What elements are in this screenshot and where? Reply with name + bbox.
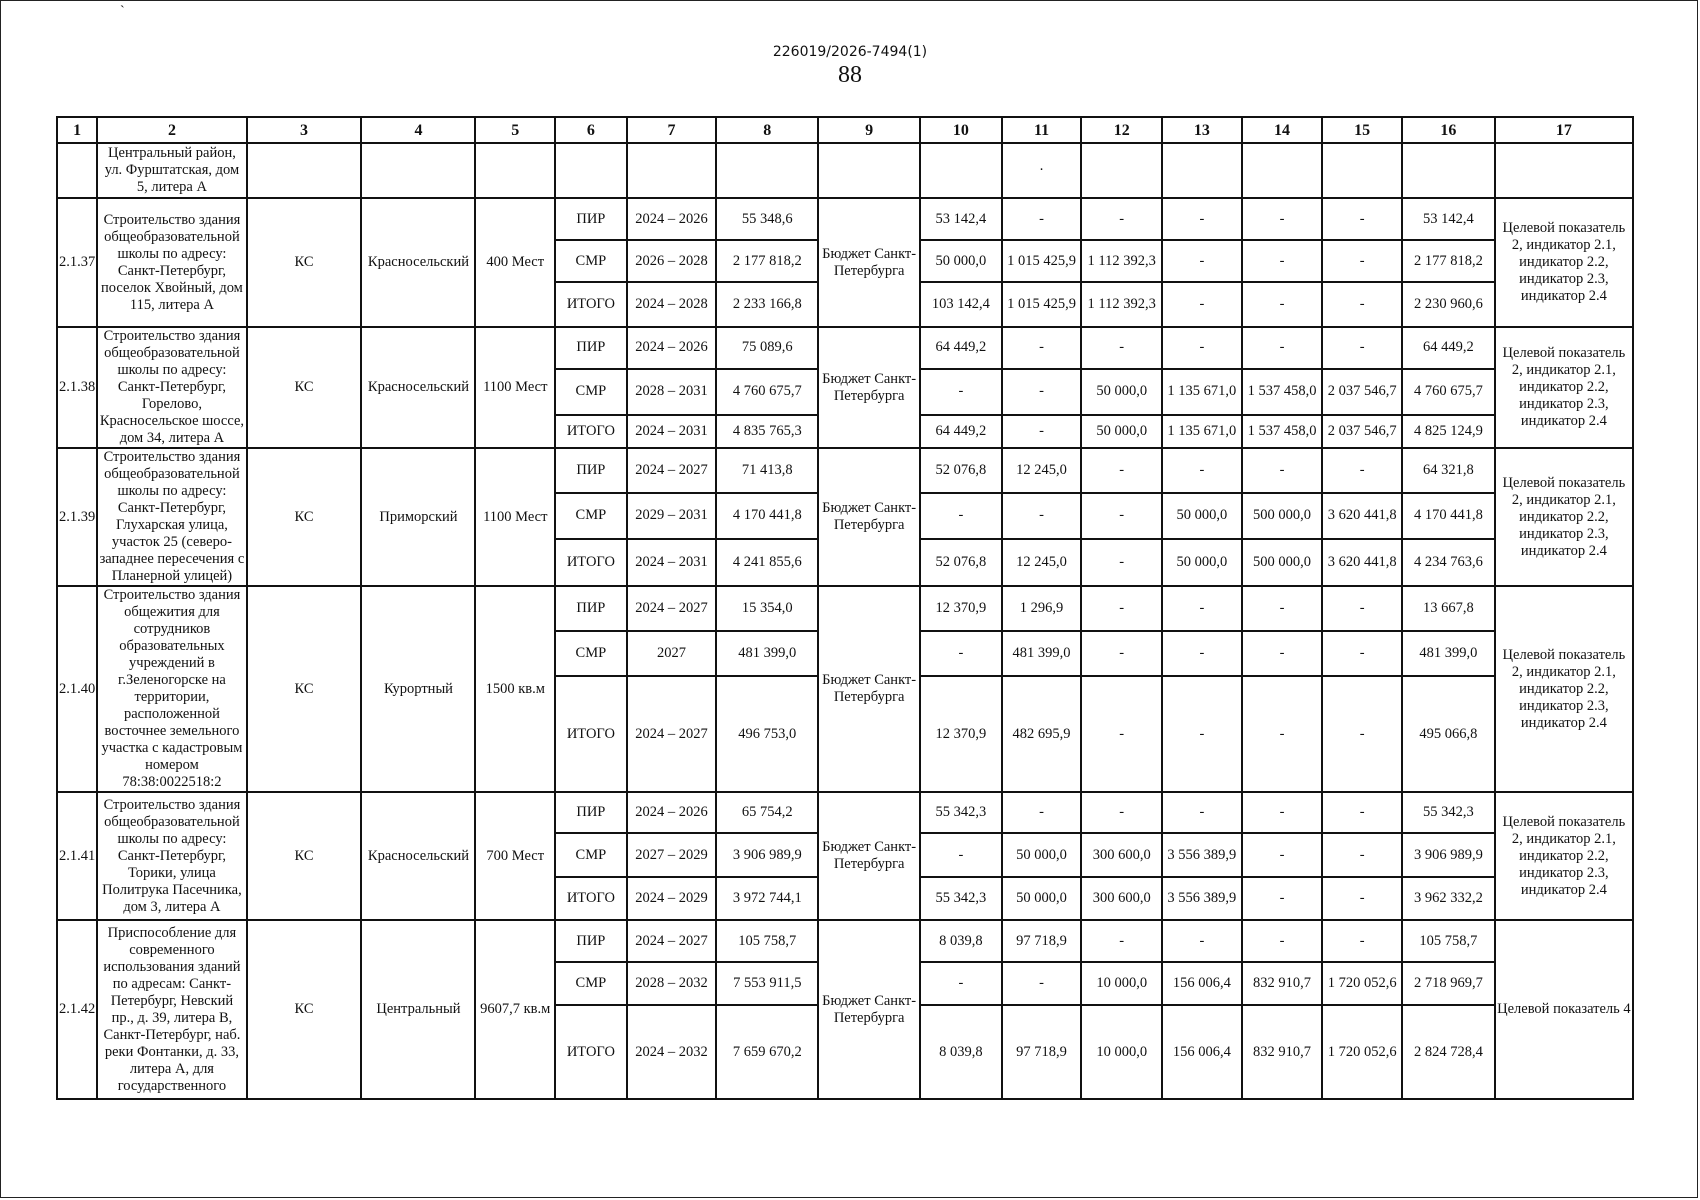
col-header: 7 <box>627 117 717 143</box>
amount-c13: - <box>1162 920 1242 962</box>
project-capacity: 1100 Мест <box>475 327 555 448</box>
stage-label: СМР <box>555 240 627 282</box>
project-capacity: 9607,7 кв.м <box>475 920 555 1099</box>
amount-c13: 50 000,0 <box>1162 493 1242 540</box>
project-name: Строительство здания общеобразовательной школы по адресу: Санкт-Петербург, Торики, улица Политрука Пасечника, дом 3, литера А <box>97 792 246 920</box>
amount-c15: - <box>1322 792 1402 833</box>
amount-c16: 55 342,3 <box>1402 792 1495 833</box>
project-capacity: 1500 кв.м <box>475 586 555 792</box>
stage-label: СМР <box>555 833 627 877</box>
amount-c15: - <box>1322 877 1402 920</box>
amount-c13: - <box>1162 792 1242 833</box>
amount-c11: 482 695,9 <box>1002 676 1082 792</box>
amount-c13: 156 006,4 <box>1162 1005 1242 1099</box>
amount-c11: - <box>1002 198 1082 240</box>
amount-c11: 50 000,0 <box>1002 833 1082 877</box>
project-type: КС <box>247 448 362 586</box>
amount-c16: 64 449,2 <box>1402 327 1495 369</box>
col-header: 1 <box>57 117 97 143</box>
amount-c15: - <box>1322 586 1402 631</box>
stage-period: 2024 – 2027 <box>627 676 717 792</box>
target-indicator: Целевой показатель 2, индикатор 2.1, индикатор 2.2, индикатор 2.3, индикатор 2.4 <box>1495 327 1633 448</box>
amount-c12: 300 600,0 <box>1081 833 1162 877</box>
amount-c14: - <box>1242 676 1323 792</box>
stage-label: СМР <box>555 493 627 540</box>
amount-c11: - <box>1002 327 1082 369</box>
project-id: 2.1.37 <box>57 198 97 327</box>
amount-c11: 97 718,9 <box>1002 1005 1082 1099</box>
stage-period: 2024 – 2031 <box>627 415 717 448</box>
table-row <box>57 448 1633 493</box>
amount-c12: - <box>1081 327 1162 369</box>
col-header: 6 <box>555 117 627 143</box>
amount-c13: 50 000,0 <box>1162 539 1242 586</box>
amount-c13: 3 556 389,9 <box>1162 833 1242 877</box>
project-district: Курортный <box>361 586 475 792</box>
amount-c10: 64 449,2 <box>920 327 1002 369</box>
amount-c14: 832 910,7 <box>1242 1005 1323 1099</box>
stage-total: 4 241 855,6 <box>716 539 818 586</box>
col-header: 13 <box>1162 117 1242 143</box>
amount-c13: - <box>1162 631 1242 676</box>
amount-c10: 8 039,8 <box>920 920 1002 962</box>
amount-c11: - <box>1002 415 1082 448</box>
amount-c16: 4 825 124,9 <box>1402 415 1495 448</box>
amount-c10: 52 076,8 <box>920 448 1002 493</box>
amount-c12: - <box>1081 676 1162 792</box>
amount-c14: - <box>1242 448 1323 493</box>
amount-c14: - <box>1242 920 1323 962</box>
stage-label: ИТОГО <box>555 676 627 792</box>
stage-period: 2024 – 2032 <box>627 1005 717 1099</box>
stage-label: ИТОГО <box>555 539 627 586</box>
project-name: Строительство здания общежития для сотрудников образовательных учреждений в г.Зеленогорске на территории, расположенной восточнее земельного участка с кадастровым номером 78:38:0022518:2 <box>97 586 246 792</box>
amount-c15: - <box>1322 920 1402 962</box>
amount-c13: 3 556 389,9 <box>1162 877 1242 920</box>
stage-label: ПИР <box>555 920 627 962</box>
amount-c13: 1 135 671,0 <box>1162 369 1242 415</box>
stage-period: 2024 – 2027 <box>627 586 717 631</box>
col-header: 9 <box>818 117 920 143</box>
project-capacity: 400 Мест <box>475 198 555 327</box>
amount-c11: 481 399,0 <box>1002 631 1082 676</box>
table-row <box>57 198 1633 240</box>
table-row <box>57 586 1633 631</box>
project-district: Центральный <box>361 920 475 1099</box>
amount-c16: 4 234 763,6 <box>1402 539 1495 586</box>
amount-c10: 12 370,9 <box>920 676 1002 792</box>
amount-c13: - <box>1162 586 1242 631</box>
amount-c16: 3 962 332,2 <box>1402 877 1495 920</box>
stage-label: ИТОГО <box>555 415 627 448</box>
amount-c16: 4 170 441,8 <box>1402 493 1495 540</box>
stage-total: 4 835 765,3 <box>716 415 818 448</box>
stage-label: ПИР <box>555 327 627 369</box>
funding-source: Бюджет Санкт-Петербурга <box>818 792 920 920</box>
amount-c10: 12 370,9 <box>920 586 1002 631</box>
amount-c16: 53 142,4 <box>1402 198 1495 240</box>
amount-c12: - <box>1081 198 1162 240</box>
amount-c11: 50 000,0 <box>1002 877 1082 920</box>
amount-c10: - <box>920 833 1002 877</box>
stage-period: 2024 – 2029 <box>627 877 717 920</box>
project-name: Строительство здания общеобразовательной школы по адресу: Санкт-Петербург, поселок Хвойный, дом 115, литера А <box>97 198 246 327</box>
amount-c13: - <box>1162 282 1242 327</box>
col-header: 17 <box>1495 117 1633 143</box>
amount-c16: 64 321,8 <box>1402 448 1495 493</box>
project-id: 2.1.40 <box>57 586 97 792</box>
amount-c13: - <box>1162 198 1242 240</box>
stage-period: 2024 – 2031 <box>627 539 717 586</box>
target-indicator: Целевой показатель 2, индикатор 2.1, индикатор 2.2, индикатор 2.3, индикатор 2.4 <box>1495 448 1633 586</box>
col-header: 15 <box>1322 117 1402 143</box>
document-number: 226019/2026-7494(1) <box>772 44 928 60</box>
amount-c14: 500 000,0 <box>1242 539 1323 586</box>
project-id: 2.1.41 <box>57 792 97 920</box>
amount-c15: 2 037 546,7 <box>1322 369 1402 415</box>
project-id: 2.1.39 <box>57 448 97 586</box>
amount-c11: 1 015 425,9 <box>1002 240 1082 282</box>
amount-c10: - <box>920 493 1002 540</box>
amount-c13: - <box>1162 240 1242 282</box>
stage-label: ПИР <box>555 586 627 631</box>
col-header: 10 <box>920 117 1002 143</box>
table-row <box>57 920 1633 962</box>
amount-c10: - <box>920 369 1002 415</box>
amount-c12: - <box>1081 448 1162 493</box>
stage-period: 2024 – 2026 <box>627 198 717 240</box>
project-name: Приспособление для современного использования зданий по адресам: Санкт-Петербург, Невский пр., д. 39, литера В, Санкт-Петербург, наб. реки Фонтанки, д. 33, литера А, для государственного <box>97 920 246 1099</box>
amount-c13: 1 135 671,0 <box>1162 415 1242 448</box>
amount-c10: 52 076,8 <box>920 539 1002 586</box>
amount-c13: - <box>1162 676 1242 792</box>
amount-c12: 1 112 392,3 <box>1081 240 1162 282</box>
amount-c15: 2 037 546,7 <box>1322 415 1402 448</box>
stage-period: 2024 – 2027 <box>627 448 717 493</box>
investment-table <box>56 116 1634 1100</box>
amount-c15: - <box>1322 327 1402 369</box>
amount-c16: 481 399,0 <box>1402 631 1495 676</box>
carry-over-dot: · <box>1002 143 1082 198</box>
project-type: КС <box>247 792 362 920</box>
amount-c10: 64 449,2 <box>920 415 1002 448</box>
amount-c14: - <box>1242 631 1323 676</box>
amount-c12: 10 000,0 <box>1081 1005 1162 1099</box>
amount-c15: - <box>1322 676 1402 792</box>
amount-c15: - <box>1322 833 1402 877</box>
stage-total: 3 906 989,9 <box>716 833 818 877</box>
amount-c14: 832 910,7 <box>1242 962 1323 1005</box>
amount-c16: 2 177 818,2 <box>1402 240 1495 282</box>
amount-c15: - <box>1322 631 1402 676</box>
amount-c15: 3 620 441,8 <box>1322 539 1402 586</box>
stage-total: 105 758,7 <box>716 920 818 962</box>
target-indicator: Целевой показатель 2, индикатор 2.1, индикатор 2.2, индикатор 2.3, индикатор 2.4 <box>1495 792 1633 920</box>
amount-c15: - <box>1322 240 1402 282</box>
funding-source: Бюджет Санкт-Петербурга <box>818 586 920 792</box>
carry-over-row <box>57 143 1633 198</box>
stage-label: ПИР <box>555 198 627 240</box>
table-row <box>57 792 1633 833</box>
amount-c16: 2 718 969,7 <box>1402 962 1495 1005</box>
amount-c10: 8 039,8 <box>920 1005 1002 1099</box>
col-header: 14 <box>1242 117 1323 143</box>
amount-c10: - <box>920 962 1002 1005</box>
amount-c11: - <box>1002 962 1082 1005</box>
stage-period: 2024 – 2028 <box>627 282 717 327</box>
stage-total: 3 972 744,1 <box>716 877 818 920</box>
stage-period: 2027 – 2029 <box>627 833 717 877</box>
amount-c12: 50 000,0 <box>1081 415 1162 448</box>
target-indicator: Целевой показатель 4 <box>1495 920 1633 1099</box>
amount-c10: 55 342,3 <box>920 877 1002 920</box>
amount-c11: 97 718,9 <box>1002 920 1082 962</box>
amount-c12: - <box>1081 586 1162 631</box>
amount-c10: 50 000,0 <box>920 240 1002 282</box>
stage-total: 4 760 675,7 <box>716 369 818 415</box>
amount-c14: - <box>1242 240 1323 282</box>
column-number-row <box>57 117 1633 143</box>
carry-over-text: Центральный район, ул. Фурштатская, дом 5, литера А <box>97 143 246 198</box>
stage-total: 2 233 166,8 <box>716 282 818 327</box>
stage-period: 2029 – 2031 <box>627 493 717 540</box>
amount-c14: - <box>1242 327 1323 369</box>
amount-c11: - <box>1002 493 1082 540</box>
stage-total: 55 348,6 <box>716 198 818 240</box>
col-header: 5 <box>475 117 555 143</box>
stage-total: 2 177 818,2 <box>716 240 818 282</box>
amount-c11: 12 245,0 <box>1002 539 1082 586</box>
amount-c15: 3 620 441,8 <box>1322 493 1402 540</box>
project-type: КС <box>247 586 362 792</box>
project-district: Красносельский <box>361 792 475 920</box>
project-id: 2.1.42 <box>57 920 97 1099</box>
stage-period: 2028 – 2032 <box>627 962 717 1005</box>
col-header: 8 <box>716 117 818 143</box>
amount-c14: - <box>1242 833 1323 877</box>
project-type: КС <box>247 198 362 327</box>
amount-c13: - <box>1162 448 1242 493</box>
amount-c16: 105 758,7 <box>1402 920 1495 962</box>
project-district: Красносельский <box>361 198 475 327</box>
amount-c16: 495 066,8 <box>1402 676 1495 792</box>
amount-c11: - <box>1002 792 1082 833</box>
amount-c10: - <box>920 631 1002 676</box>
table-row <box>57 327 1633 369</box>
amount-c10: 55 342,3 <box>920 792 1002 833</box>
amount-c14: - <box>1242 877 1323 920</box>
amount-c14: 1 537 458,0 <box>1242 369 1323 415</box>
amount-c11: 1 015 425,9 <box>1002 282 1082 327</box>
amount-c16: 2 230 960,6 <box>1402 282 1495 327</box>
amount-c16: 13 667,8 <box>1402 586 1495 631</box>
stage-label: СМР <box>555 369 627 415</box>
funding-source: Бюджет Санкт-Петербурга <box>818 198 920 327</box>
amount-c14: - <box>1242 198 1323 240</box>
project-district: Красносельский <box>361 327 475 448</box>
project-capacity: 700 Мест <box>475 792 555 920</box>
amount-c14: 1 537 458,0 <box>1242 415 1323 448</box>
stage-total: 71 413,8 <box>716 448 818 493</box>
stage-total: 7 553 911,5 <box>716 962 818 1005</box>
amount-c10: 103 142,4 <box>920 282 1002 327</box>
stage-total: 496 753,0 <box>716 676 818 792</box>
amount-c11: - <box>1002 369 1082 415</box>
col-header: 4 <box>361 117 475 143</box>
col-header: 2 <box>97 117 246 143</box>
amount-c14: - <box>1242 586 1323 631</box>
stage-total: 4 170 441,8 <box>716 493 818 540</box>
stage-label: ИТОГО <box>555 877 627 920</box>
amount-c12: - <box>1081 792 1162 833</box>
stage-period: 2024 – 2027 <box>627 920 717 962</box>
amount-c16: 4 760 675,7 <box>1402 369 1495 415</box>
page-number: 88 <box>838 62 862 88</box>
funding-source: Бюджет Санкт-Петербурга <box>818 327 920 448</box>
amount-c15: - <box>1322 198 1402 240</box>
amount-c12: - <box>1081 493 1162 540</box>
stage-label: ИТОГО <box>555 282 627 327</box>
stage-total: 75 089,6 <box>716 327 818 369</box>
target-indicator: Целевой показатель 2, индикатор 2.1, индикатор 2.2, индикатор 2.3, индикатор 2.4 <box>1495 198 1633 327</box>
stage-total: 15 354,0 <box>716 586 818 631</box>
col-header: 12 <box>1081 117 1162 143</box>
stage-label: СМР <box>555 631 627 676</box>
amount-c13: - <box>1162 327 1242 369</box>
stage-period: 2026 – 2028 <box>627 240 717 282</box>
stage-label: ПИР <box>555 792 627 833</box>
col-header: 11 <box>1002 117 1082 143</box>
stage-period: 2024 – 2026 <box>627 792 717 833</box>
target-indicator: Целевой показатель 2, индикатор 2.1, индикатор 2.2, индикатор 2.3, индикатор 2.4 <box>1495 586 1633 792</box>
amount-c12: - <box>1081 920 1162 962</box>
project-type: КС <box>247 920 362 1099</box>
amount-c13: 156 006,4 <box>1162 962 1242 1005</box>
amount-c14: - <box>1242 282 1323 327</box>
project-id: 2.1.38 <box>57 327 97 448</box>
col-header: 16 <box>1402 117 1495 143</box>
amount-c15: 1 720 052,6 <box>1322 962 1402 1005</box>
amount-c12: 50 000,0 <box>1081 369 1162 415</box>
amount-c16: 3 906 989,9 <box>1402 833 1495 877</box>
stage-total: 481 399,0 <box>716 631 818 676</box>
project-capacity: 1100 Мест <box>475 448 555 586</box>
amount-c12: - <box>1081 631 1162 676</box>
project-type: КС <box>247 327 362 448</box>
amount-c15: - <box>1322 282 1402 327</box>
amount-c10: 53 142,4 <box>920 198 1002 240</box>
amount-c12: - <box>1081 539 1162 586</box>
stage-label: ИТОГО <box>555 1005 627 1099</box>
stage-period: 2027 <box>627 631 717 676</box>
amount-c14: 500 000,0 <box>1242 493 1323 540</box>
amount-c12: 1 112 392,3 <box>1081 282 1162 327</box>
amount-c12: 10 000,0 <box>1081 962 1162 1005</box>
amount-c11: 1 296,9 <box>1002 586 1082 631</box>
stage-period: 2024 – 2026 <box>627 327 717 369</box>
stage-total: 65 754,2 <box>716 792 818 833</box>
stage-label: ПИР <box>555 448 627 493</box>
stage-label: СМР <box>555 962 627 1005</box>
stage-period: 2028 – 2031 <box>627 369 717 415</box>
project-name: Строительство здания общеобразовательной школы по адресу: Санкт-Петербург, Горелово, Красносельское шоссе, дом 34, литера А <box>97 327 246 448</box>
col-header: 3 <box>247 117 362 143</box>
amount-c14: - <box>1242 792 1323 833</box>
funding-source: Бюджет Санкт-Петербурга <box>818 920 920 1099</box>
amount-c15: 1 720 052,6 <box>1322 1005 1402 1099</box>
amount-c15: - <box>1322 448 1402 493</box>
funding-source: Бюджет Санкт-Петербурга <box>818 448 920 586</box>
amount-c16: 2 824 728,4 <box>1402 1005 1495 1099</box>
amount-c11: 12 245,0 <box>1002 448 1082 493</box>
amount-c12: 300 600,0 <box>1081 877 1162 920</box>
stage-total: 7 659 670,2 <box>716 1005 818 1099</box>
project-name: Строительство здания общеобразовательной школы по адресу: Санкт-Петербург, Глухарская улица, участок 25 (северо-западнее пересечения с Планерной улицей) <box>97 448 246 586</box>
project-district: Приморский <box>361 448 475 586</box>
corner-mark: ` <box>120 4 125 19</box>
